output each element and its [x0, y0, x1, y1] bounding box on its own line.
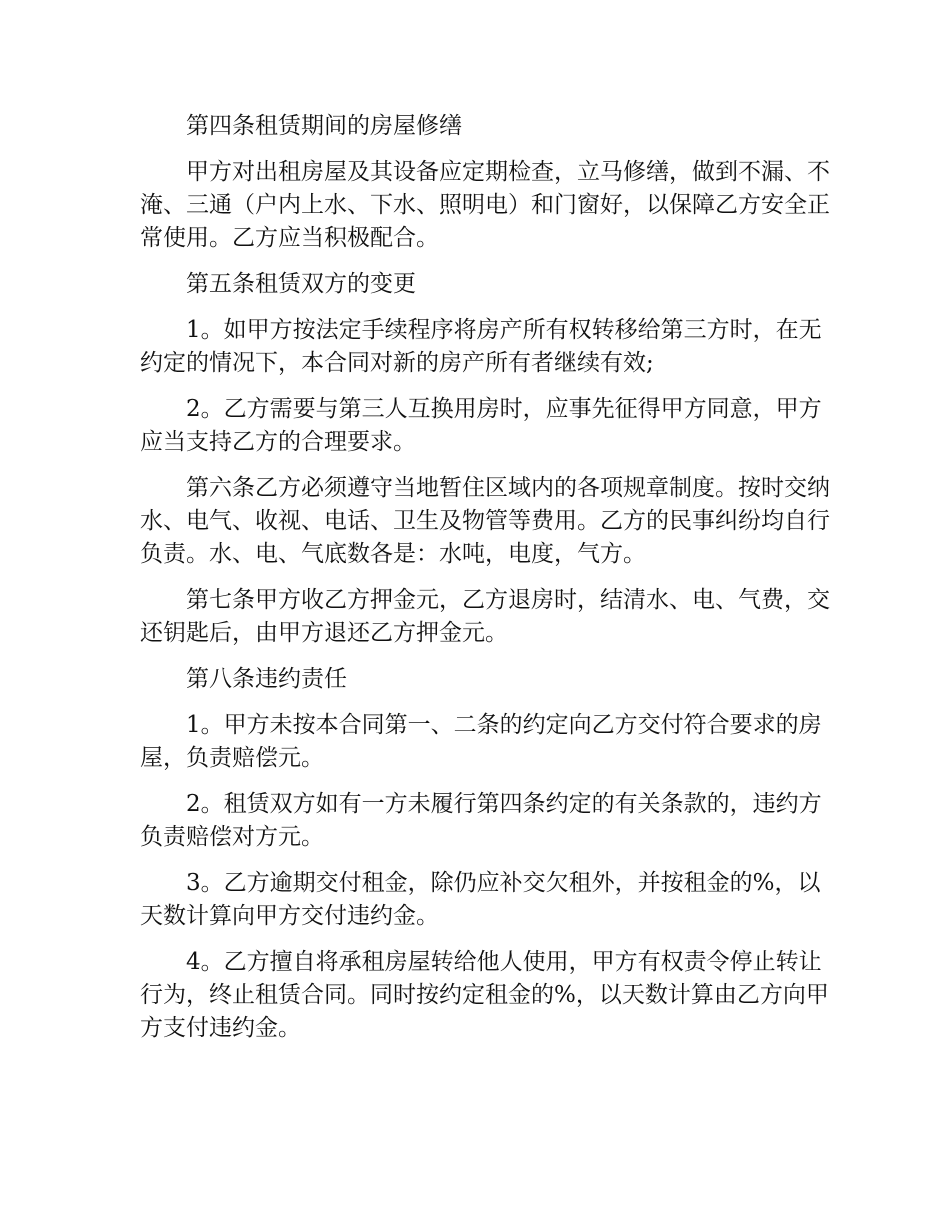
document-body — [140, 110, 830, 1058]
article-6-paragraph: 第六条乙方必须遵守当地暂住区域内的各项规章制度。按时交纳水、电气、收视、电话、卫生及物管等费用。乙方的民事纠纷均自行负责。水、电、气底数各是：水吨，电度，气方。 — [140, 475, 830, 567]
article-5-heading: 第五条租赁双方的变更 — [186, 271, 416, 297]
article-4-paragraph: 甲方对出租房屋及其设备应定期检查，立马修缮，做到不漏、不淹、三通（户内上水、下水、照明电）和门窗好，以保障乙方安全正常使用。乙方应当积极配合。 — [140, 159, 830, 251]
article-8-heading: 第八条违约责任 — [186, 666, 347, 692]
article-5-item-1: 1。如甲方按法定手续程序将房产所有权转移给第三方时，在无约定的情况下，本合同对新的房产所有者继续有效; — [140, 317, 822, 376]
article-4-heading: 第四条租赁期间的房屋修缮 — [186, 113, 462, 139]
article-8-item-4: 4。乙方擅自将承租房屋转给他人使用，甲方有权责令停止转让行为，终止租赁合同。同时按约定租金的%，以天数计算由乙方向甲方支付违约金。 — [140, 949, 829, 1041]
article-8-item-1: 1。甲方未按本合同第一、二条的约定向乙方交付符合要求的房屋，负责赔偿元。 — [140, 712, 822, 771]
article-8-item-2: 2。租赁双方如有一方未履行第四条约定的有关条款的，违约方负责赔偿对方元。 — [140, 791, 822, 850]
article-8-item-3: 3。乙方逾期交付租金，除仍应补交欠租外，并按租金的%，以天数计算向甲方交付违约金。 — [140, 870, 821, 929]
article-5-item-2: 2。乙方需要与第三人互换用房时，应事先征得甲方同意，甲方应当支持乙方的合理要求。 — [140, 396, 822, 455]
article-7-paragraph: 第七条甲方收乙方押金元，乙方退房时，结清水、电、气费，交还钥匙后，由甲方退还乙方押金元。 — [140, 587, 830, 646]
